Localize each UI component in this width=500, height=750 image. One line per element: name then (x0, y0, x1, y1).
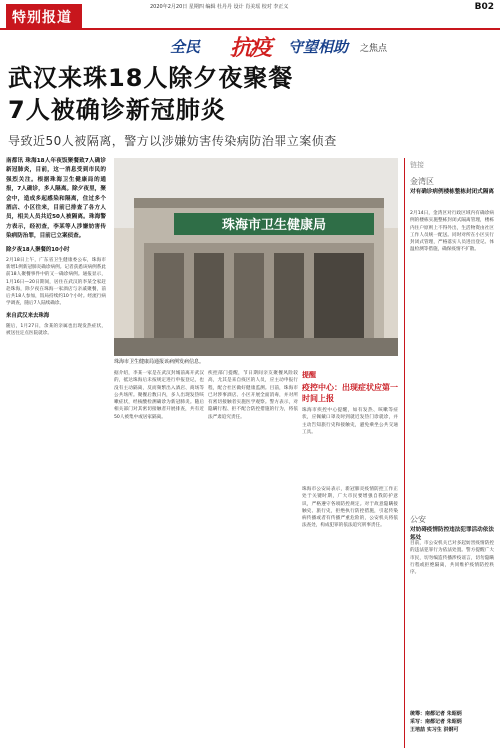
article-column-1 (6, 157, 106, 747)
column3-body: 疾控部门提醒，节日期间亲友聚餐风险较高，尤其是来自疫区的人员，应主动申报行程，配合社区做好健康监测。目前，珠海市已对涉事酒店、小区开展全面消毒，并对所有密切接触者实施医学观察。警方表示，对隐瞒行程、拒不配合防控措施的行为，将依法严肃追究责任。 (208, 371, 298, 420)
article-credits: 统筹：南都记者 朱昭炳 采写：南都记者 朱昭炳 王培喆 实习生 洪钢可 (410, 711, 462, 733)
subheadline: 导致近50人被隔离，警方以涉嫌妨害传染病防治罪立案侦查 (8, 134, 337, 148)
headline-line1: 武汉来珠18人除夕夜聚餐 (8, 64, 294, 92)
campaign-part3: 守望相助 (288, 38, 349, 56)
headline (8, 62, 492, 126)
reminder-box (302, 370, 398, 480)
campaign-part1: 全民 (170, 38, 201, 56)
page-number: B02 (474, 2, 494, 12)
building-sign: 珠海市卫生健康局 (221, 218, 327, 233)
building-photo-illustration (114, 158, 398, 356)
campaign-part4: 之焦点 (360, 44, 388, 54)
publication-info: 2020年2月20日 星期四 编辑 杜丹丹 设计 肖美瑶 校对 李正义 (150, 4, 289, 10)
reminder-body: 珠海市疾控中心提醒，如有发热、咳嗽等症状，应佩戴口罩及时到就近发热门诊就诊，并主动告知旅行史和接触史，避免乘坐公共交通工具。 (302, 408, 398, 435)
masthead (0, 0, 500, 28)
section2-body: 随后，1月27日，余某的亲属也出现发热症状，被送往定点医院就诊。 (6, 323, 106, 337)
article-column-3 (208, 370, 298, 748)
reminder-label: 提醒 (302, 371, 316, 379)
sidebar-link-label: 链接 (410, 161, 424, 169)
campaign-part2: 抗疫 (230, 35, 271, 61)
reminder-title: 疫控中心：出现症状应第一时间上报 (302, 383, 398, 403)
sidebar-divider (404, 158, 405, 748)
sidebar-body-2: 目前，市公安机关已对多起妨害疫情防控的违法犯罪行为依法处置。警方提醒广大市民，切勿编造传播涉疫谣言，切勿隐瞒行程或拒绝隔离，共同维护疫情防控秩序。 (410, 541, 494, 576)
section2-title: 来自武汉来去珠海 (6, 312, 50, 319)
section1-body: 2月18日上午，广东省卫生健康委公布，珠海市新增1例新冠肺炎确诊病例。记者获悉该病例系此前18人聚餐事件中的又一确诊病例。通报显示，1月16日—20日期间，居住在武汉的李某全家赶赴珠海，除夕夜在珠海一家酒店与亲戚聚餐，前后共18人参加，饭局持续约10个小时。经流行病学调查，随后7人陆续确诊。 (6, 257, 106, 307)
column2-body: 据介绍，李某一家是在武汉封城前离开武汉的，抵达珠海后未按规定进行申报登记，也没有主动隔离，反而频繁出入酒店、商场等公共场所。聚餐后数日内，多人出现发热咳嗽症状，经核酸检测确诊为新冠肺炎。随后相关部门对其密切接触者开展排查，共有近50人被集中或居家隔离。 (114, 371, 204, 420)
photo-caption: 珠海市卫生健康局通报该病例发病信息。 (114, 359, 205, 365)
sidebar-city-2: 公安 (410, 515, 426, 524)
sidebar-title-2: 对妨碍疫情防控违法犯罪活动依法惩处 (410, 527, 494, 541)
section1-title: 除夕夜18人聚餐的10小时 (6, 246, 70, 253)
headline-line2: 7人被确诊新冠肺炎 (8, 96, 226, 124)
campaign-banner (150, 30, 450, 60)
sidebar-title-1: 对有确诊病例楼栋整栋封闭式隔离 (410, 189, 494, 195)
sidebar-city-1: 金湾区 (410, 177, 434, 186)
article-lead: 南都讯 珠海18人年夜饭聚餐致7人确诊新冠肺炎，目前，这一消息受到市民的强烈关注。根据珠海卫生健康局的通报，7人确诊，多人隔离。除夕夜里，聚会中，造成多起感染和隔离，住过多个酒店、小区往来，目前已排查了各方人员，相关人员共近50人被隔离。珠海警方表示，经初查，李某等人涉嫌妨害传染病防治罪，目前已立案侦查。 (6, 158, 106, 240)
article-column-4 (302, 486, 398, 746)
column4-body: 珠海市公安局表示，新冠肺炎疫情防控工作正处于关键时期，广大市民要增强自我防护意识，严格遵守各项防控规定。对于故意隐瞒接触史、旅行史，拒绝执行防控措施，引起传染病传播或者有传播严重危险的，公安机关将依法查处，构成犯罪的依法追究刑事责任。 (302, 487, 398, 529)
article-column-2 (114, 370, 204, 748)
sidebar-body-1: 2月14日，金湾区对行政区域内有确诊病例的楼栋实施整栋封闭式隔离管理，楼栋内住户原则上不得外出，生活物资由社区工作人员统一配送。同时对所在小区实行封闭式管理，严格落实人员进出登记、体温检测等措施，确保疫情不扩散。 (410, 211, 494, 253)
section-tag: 特别报道 (6, 4, 82, 30)
news-photo (114, 158, 398, 356)
